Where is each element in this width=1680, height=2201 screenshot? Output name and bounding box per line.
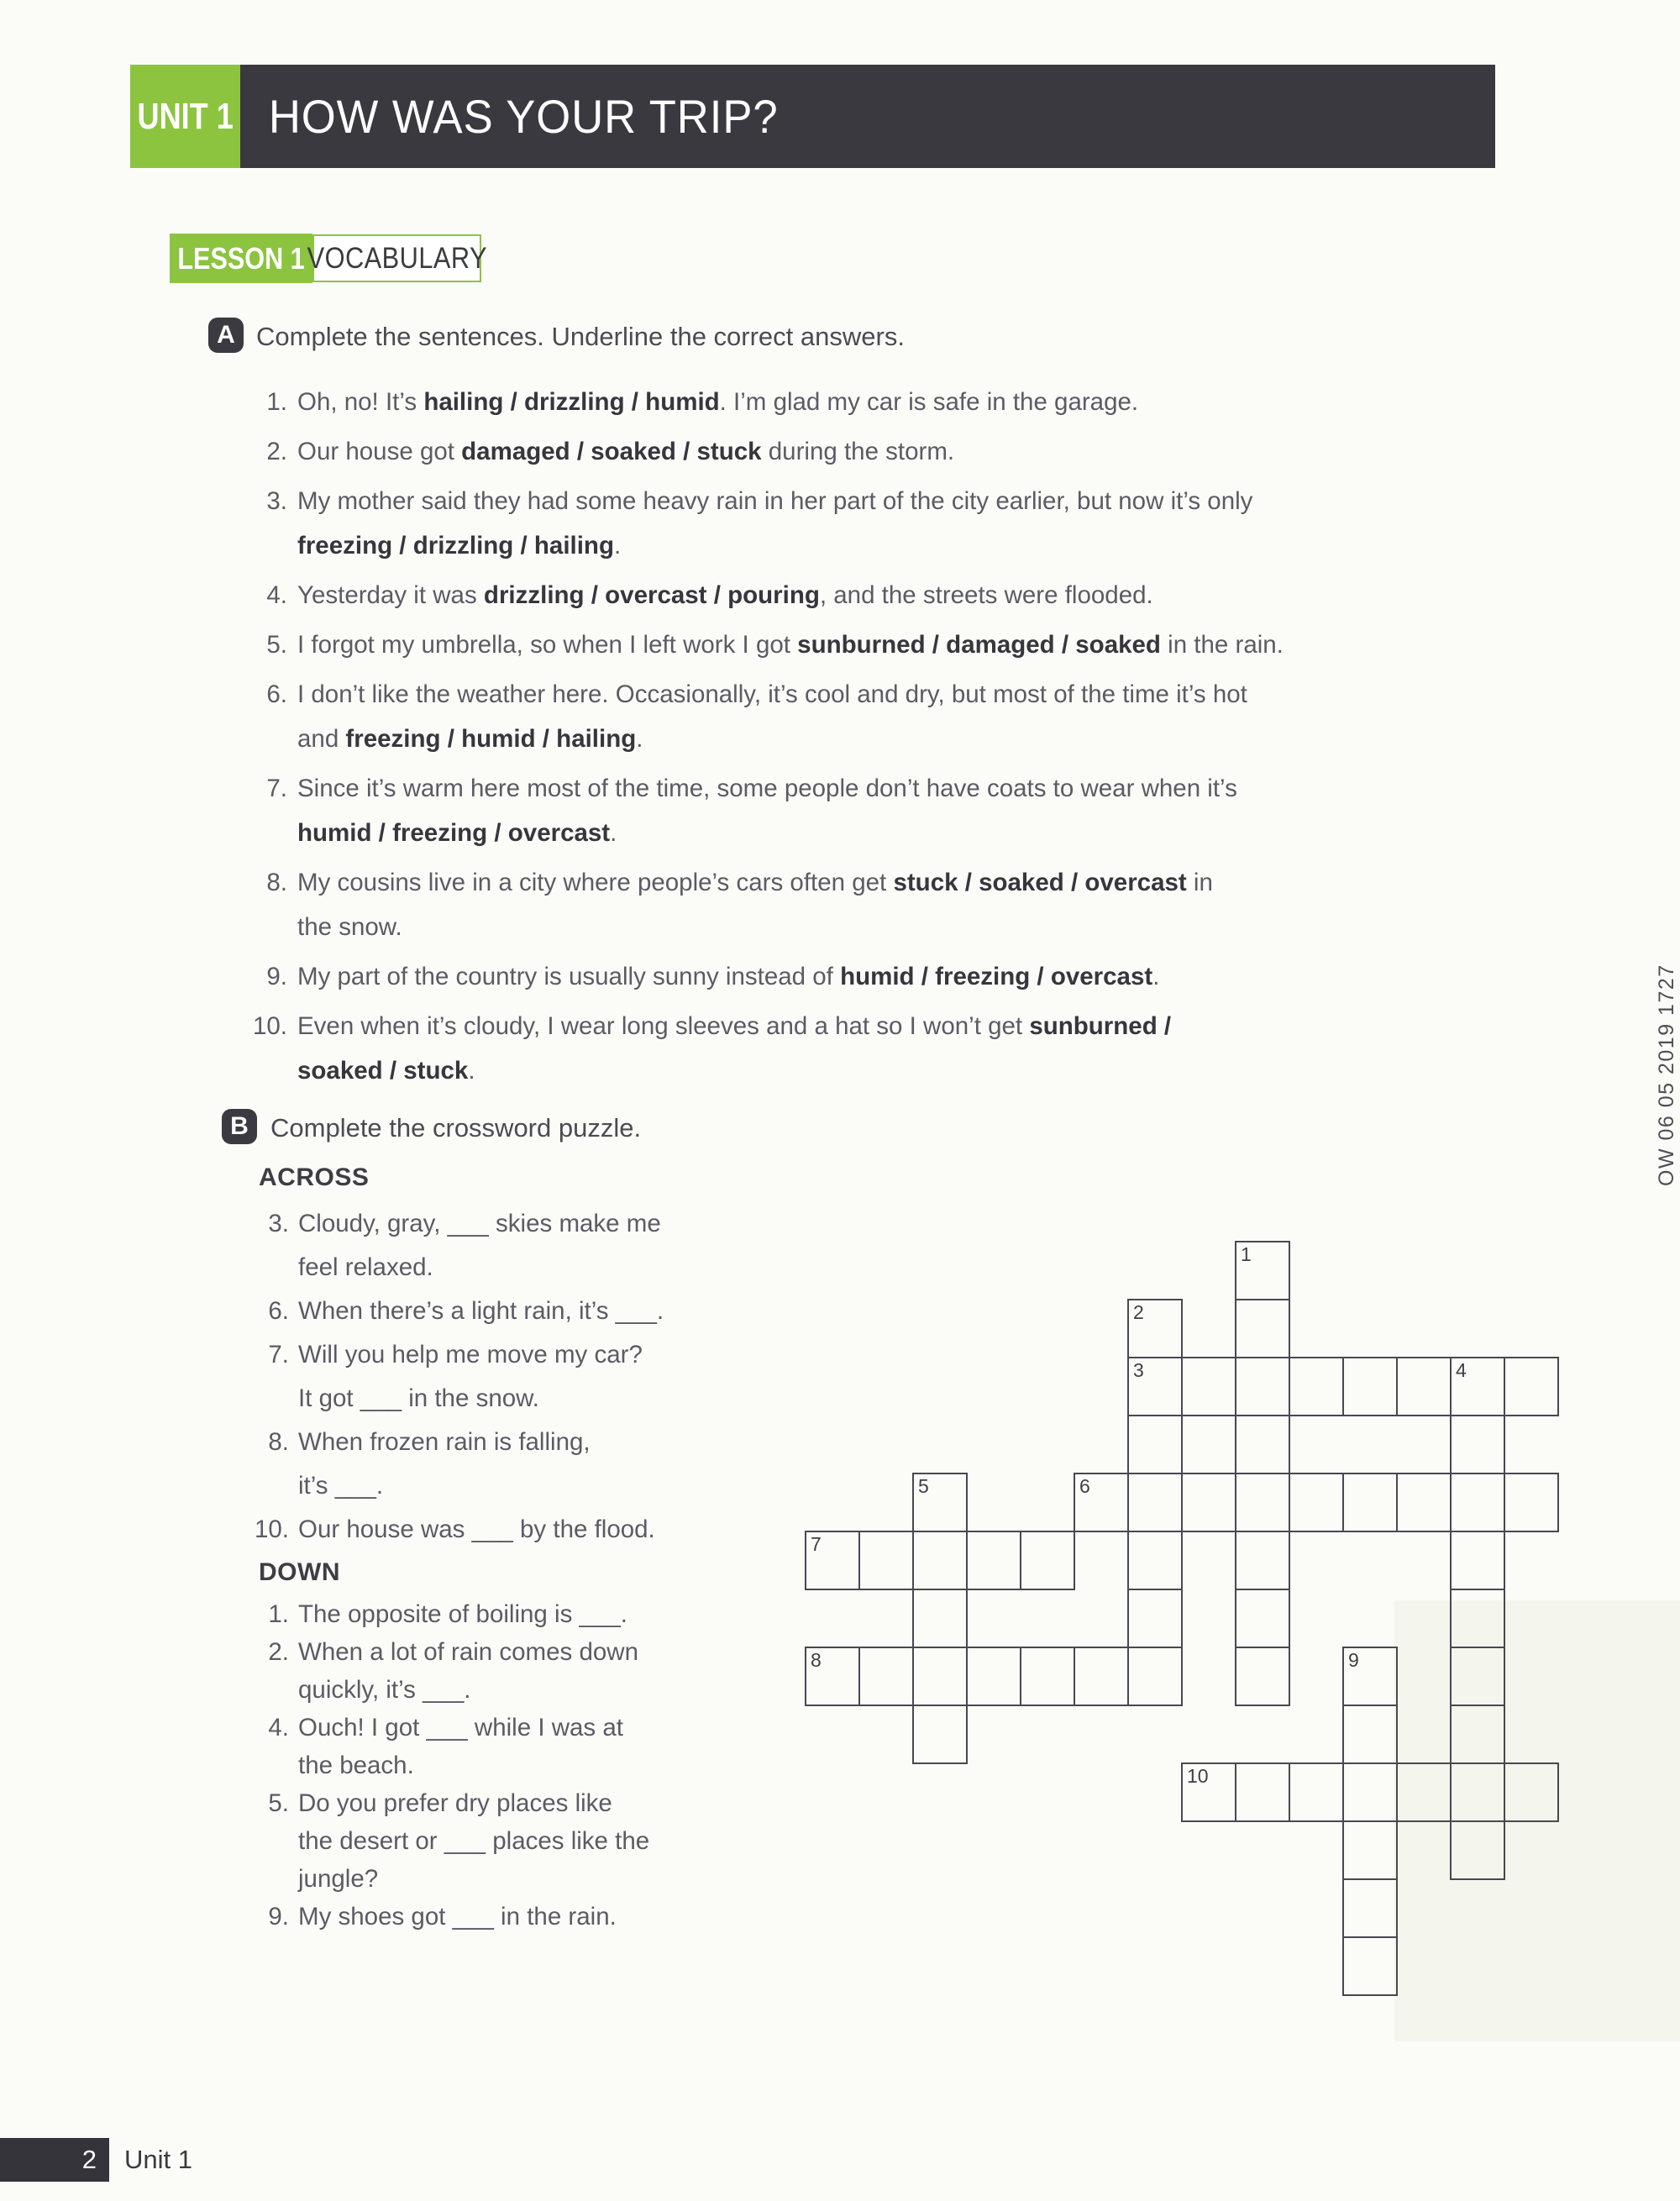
clue-line	[245, 438, 1556, 482]
clue-line	[252, 1472, 790, 1515]
item-number: 7.	[268, 1341, 289, 1368]
item-number: 5.	[266, 631, 287, 659]
crossword-cell	[1127, 1357, 1183, 1416]
item-text: Our house was ___ by the flood.	[298, 1515, 655, 1543]
item-text: I forgot my umbrella, so when I left work I got sunburned / damaged / soaked in the rain.	[297, 631, 1284, 659]
cell-number: 8	[811, 1649, 822, 1671]
clue-line	[245, 487, 1556, 532]
crossword-cell	[1504, 1357, 1559, 1416]
item-text: Since it’s warm here most of the time, some people don’t have coats to wear when it’s	[297, 775, 1237, 802]
unit-badge	[130, 65, 240, 168]
across-clues	[252, 1210, 790, 1559]
clue-line	[245, 963, 1556, 1007]
crossword-cell	[1450, 1762, 1505, 1822]
item-text: Do you prefer dry places like	[298, 1789, 612, 1817]
exercise-b-badge-letter: B	[230, 1112, 249, 1140]
cell-number: 9	[1348, 1649, 1359, 1671]
down-heading: DOWN	[259, 1558, 340, 1586]
lesson-label: LESSON 1	[177, 240, 305, 276]
scan-code: OW 06 05 2019 1727	[1655, 964, 1678, 1186]
footer-unit-label: Unit 1	[124, 2145, 192, 2174]
cell-number: 7	[811, 1533, 822, 1555]
crossword-cell	[1450, 1820, 1505, 1880]
crossword-cell	[1396, 1762, 1452, 1822]
clue-line	[245, 913, 1556, 958]
item-text: Oh, no! It’s hailing / drizzling / humid. I’m glad my car is safe in the garage.	[297, 388, 1139, 416]
down-clues	[252, 1600, 790, 1941]
crossword-cell	[1074, 1647, 1129, 1706]
lesson-subject-box	[307, 234, 487, 282]
item-text: the desert or ___ places like the	[298, 1827, 650, 1855]
crossword-cell	[1450, 1705, 1505, 1764]
crossword-cell	[1342, 1705, 1398, 1764]
clue-line	[245, 819, 1556, 864]
crossword-cell	[1235, 1647, 1290, 1706]
clue-line	[252, 1752, 790, 1789]
item-text: Ouch! I got ___ while I was at	[298, 1714, 623, 1741]
item-text: the snow.	[297, 913, 402, 941]
crossword-cell	[1342, 1878, 1398, 1938]
crossword-cell	[1235, 1299, 1290, 1358]
item-number: 7.	[266, 775, 287, 802]
crossword-cell	[858, 1647, 914, 1706]
clue-line	[245, 869, 1556, 913]
unit-label: UNIT 1	[137, 95, 234, 137]
page-number: 2	[81, 2145, 97, 2174]
item-text: Will you help me move my car?	[298, 1341, 643, 1368]
clue-line	[252, 1827, 790, 1865]
crossword-cell	[1342, 1473, 1398, 1532]
crossword-cell	[1127, 1531, 1183, 1590]
crossword-cell	[1074, 1473, 1129, 1532]
crossword-cell	[1342, 1936, 1398, 1996]
item-number: 4.	[266, 581, 287, 609]
item-number: 1.	[266, 388, 287, 416]
item-text: Our house got damaged / soaked / stuck during the storm.	[297, 438, 955, 465]
item-text: When a lot of rain comes down	[298, 1638, 639, 1666]
item-number: 8.	[268, 1428, 289, 1456]
clue-line	[252, 1428, 790, 1472]
clue-line	[252, 1600, 790, 1638]
item-number: 9.	[268, 1903, 289, 1930]
clue-line	[252, 1676, 790, 1714]
item-text: quickly, it’s ___.	[298, 1676, 471, 1704]
item-number: 8.	[266, 869, 287, 896]
crossword-cell	[1450, 1415, 1505, 1474]
clue-line	[245, 1012, 1556, 1057]
clue-line	[252, 1384, 790, 1428]
item-number: 6.	[266, 680, 287, 708]
clue-line	[252, 1297, 790, 1341]
lesson-badge	[170, 234, 312, 283]
clue-line	[245, 631, 1556, 675]
item-number: 10.	[252, 1012, 287, 1040]
item-number: 9.	[266, 963, 287, 990]
item-number: 2.	[266, 438, 287, 465]
crossword-cell	[1235, 1473, 1290, 1532]
clue-line	[245, 581, 1556, 626]
crossword-cell	[1127, 1589, 1183, 1648]
item-text: it’s ___.	[298, 1472, 384, 1500]
item-text: jungle?	[298, 1865, 379, 1893]
crossword-cell	[1127, 1299, 1183, 1358]
crossword-cell	[858, 1531, 914, 1590]
crossword-cell	[1020, 1647, 1075, 1706]
item-number: 4.	[268, 1714, 289, 1741]
crossword-cell	[1181, 1357, 1236, 1416]
crossword-cell	[1235, 1241, 1290, 1300]
crossword-cell	[1289, 1762, 1344, 1822]
exercise-a-instructions: Complete the sentences. Underline the correct answers.	[256, 322, 905, 351]
unit-title: HOW WAS YOUR TRIP?	[268, 90, 779, 143]
item-number: 1.	[268, 1600, 289, 1628]
crossword-cell	[966, 1531, 1021, 1590]
clue-line	[252, 1903, 790, 1941]
item-number: 3.	[266, 487, 287, 515]
crossword-cell	[1450, 1473, 1505, 1532]
crossword-cell	[1235, 1357, 1290, 1416]
item-text: freezing / drizzling / hailing.	[297, 532, 622, 559]
crossword-cell	[1289, 1473, 1344, 1532]
item-text: When frozen rain is falling,	[298, 1428, 591, 1456]
item-text: The opposite of boiling is ___.	[298, 1600, 627, 1628]
crossword-cell	[1235, 1589, 1290, 1648]
cell-number: 3	[1133, 1359, 1144, 1381]
crossword-cell	[805, 1647, 860, 1706]
cell-number: 10	[1187, 1765, 1209, 1787]
exercise-a-badge	[208, 318, 244, 353]
cell-number: 4	[1456, 1359, 1467, 1381]
crossword-cell	[1289, 1357, 1344, 1416]
item-text: humid / freezing / overcast.	[297, 819, 617, 847]
item-text: When there’s a light rain, it’s ___.	[298, 1297, 664, 1325]
crossword-cell	[805, 1531, 860, 1590]
item-text: It got ___ in the snow.	[298, 1384, 540, 1412]
clue-line	[252, 1638, 790, 1676]
item-text: Even when it’s cloudy, I wear long sleeves and a hat so I won’t get sunburned /	[297, 1012, 1172, 1040]
clue-line	[252, 1515, 790, 1559]
clue-line	[252, 1253, 790, 1297]
cell-number: 2	[1133, 1301, 1144, 1323]
crossword-cell	[1450, 1647, 1505, 1706]
unit-title-bar	[240, 65, 1495, 168]
crossword-cell	[912, 1473, 968, 1532]
item-number: 10.	[254, 1515, 289, 1543]
cell-number: 6	[1079, 1475, 1090, 1497]
clue-line	[252, 1789, 790, 1827]
crossword-cell	[966, 1647, 1021, 1706]
crossword-cell	[1020, 1531, 1075, 1590]
item-text: soaked / stuck.	[297, 1057, 475, 1085]
item-number: 3.	[268, 1210, 289, 1237]
clue-line	[252, 1865, 790, 1903]
clue-line	[245, 388, 1556, 433]
crossword-cell	[912, 1531, 968, 1590]
cell-number: 1	[1241, 1243, 1252, 1265]
item-text: My part of the country is usually sunny instead of humid / freezing / overcast.	[297, 963, 1160, 990]
item-number: 2.	[268, 1638, 289, 1666]
item-number: 6.	[268, 1297, 289, 1325]
crossword-cell	[1127, 1647, 1183, 1706]
exercise-a-badge-letter: A	[217, 321, 235, 349]
item-text: and freezing / humid / hailing.	[297, 725, 643, 753]
clue-line	[252, 1210, 790, 1253]
crossword-cell	[1235, 1531, 1290, 1590]
crossword-cell	[1450, 1589, 1505, 1648]
clue-line	[252, 1341, 790, 1384]
crossword-cell	[1342, 1762, 1398, 1822]
crossword-cell	[1396, 1473, 1452, 1532]
item-text: Yesterday it was drizzling / overcast / pouring, and the streets were flooded.	[297, 581, 1153, 609]
cell-number: 5	[918, 1475, 929, 1497]
crossword-cell	[1235, 1415, 1290, 1474]
clue-line	[245, 680, 1556, 725]
crossword-cell	[1127, 1473, 1183, 1532]
crossword-cell	[912, 1705, 968, 1764]
item-text: the beach.	[298, 1752, 414, 1779]
crossword-cell	[1127, 1415, 1183, 1474]
crossword-cell	[1450, 1531, 1505, 1590]
crossword-cell	[1504, 1762, 1559, 1822]
clue-line	[245, 775, 1556, 819]
lesson-subject: VOCABULARY	[307, 241, 487, 275]
crossword-cell	[1450, 1357, 1505, 1416]
item-text: My mother said they had some heavy rain in her part of the city earlier, but now it’s only	[297, 487, 1253, 515]
crossword-cell	[912, 1589, 968, 1648]
exercise-b-badge	[222, 1109, 257, 1144]
item-text: I don’t like the weather here. Occasionally, it’s cool and dry, but most of the time it’s hot	[297, 680, 1247, 708]
item-number: 5.	[268, 1789, 289, 1817]
crossword-cell	[1342, 1357, 1398, 1416]
item-text: feel relaxed.	[298, 1253, 433, 1281]
page-number-badge	[0, 2138, 109, 2182]
clue-line	[245, 725, 1556, 770]
exercise-a-items	[245, 388, 1556, 1101]
crossword-cell	[1342, 1647, 1398, 1706]
item-text: My shoes got ___ in the rain.	[298, 1903, 617, 1930]
crossword-cell	[912, 1647, 968, 1706]
item-text: Cloudy, gray, ___ skies make me	[298, 1210, 661, 1237]
item-text: My cousins live in a city where people’s cars often get stuck / soaked / overcast in	[297, 869, 1213, 896]
crossword-cell	[1396, 1357, 1452, 1416]
crossword-cell	[1342, 1820, 1398, 1880]
crossword-cell	[1235, 1762, 1290, 1822]
clue-line	[252, 1714, 790, 1752]
crossword-cell	[1181, 1473, 1236, 1532]
clue-line	[245, 532, 1556, 576]
crossword-cell	[1504, 1473, 1559, 1532]
clue-line	[245, 1057, 1556, 1101]
crossword-cell	[1181, 1762, 1236, 1822]
exercise-b-instructions: Complete the crossword puzzle.	[270, 1113, 642, 1143]
across-heading: ACROSS	[259, 1164, 370, 1191]
